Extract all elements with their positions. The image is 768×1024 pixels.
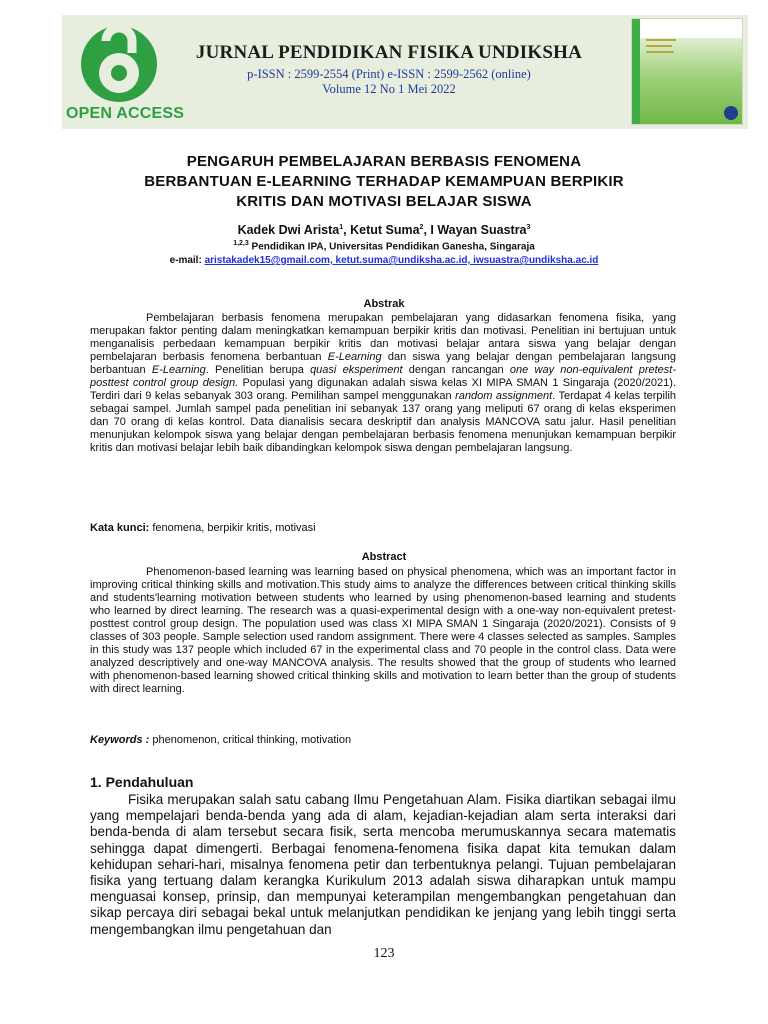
author-list: Kadek Dwi Arista$^1$, Ketut Suma$^2$, I Wayan Suastra$^3$ bbox=[237, 223, 531, 237]
abstract-text: Phenomenon-based learning was learning based on physical phenomena, which was an important factor in improving critical thinking skills and motivation.This study aims to analyze the differences between critical thinking skills and students'learning motivation between students who learned by using phenomenon-based learning and students who learned by direct learning. The research was a quasi-experimental design with a one-way non-equivalent pretest-posttest control group design. The population used was class XI MIPA SMAN 1 Singaraja (2020/2021). Consists of 9 classes of 303 people. Sample selection used random assignment. There were 4 classes selected as samples. Samples in this study was 137 people which included 67 in the experimental class and 70 people in the control class. Data were analyzed descriptively and one-way MANCOVA analysis. The results showed that the group of students who learned with phenomenon-based learning showed critical thinking skills and motivation to learn better than the group of students with direct learning. bbox=[90, 566, 676, 695]
abstrak-heading: Abstrak bbox=[363, 298, 405, 310]
paper-title bbox=[90, 152, 678, 212]
author-name: Kadek Dwi Arista bbox=[237, 223, 340, 237]
kata-kunci-label: Kata kunci: bbox=[90, 522, 150, 534]
cover-seal-icon bbox=[724, 106, 738, 120]
affiliation bbox=[90, 240, 678, 252]
keywords-label: Keywords : bbox=[90, 734, 150, 746]
author-sup: 1 bbox=[339, 223, 344, 231]
cover-spine bbox=[632, 19, 640, 125]
kata-kunci bbox=[90, 522, 676, 534]
keywords-value: phenomenon, critical thinking, motivation bbox=[149, 734, 352, 746]
author-name: Ketut Suma bbox=[350, 223, 420, 237]
email-line bbox=[90, 255, 678, 266]
author-sup: 3 bbox=[526, 223, 531, 231]
introduction-heading: 1. Pendahuluan bbox=[90, 774, 194, 790]
introduction-text: Fisika merupakan salah satu cabang Ilmu Pengetahuan Alam. Fisika diartikan sebagai ilmu yang mempelajari benda-benda yang ada di alam, kejadian-kejadian alam serta interaksi dari benda-benda di alam tersebut secara fisik, serta mencoba merumuskannya secara matematis sehingga dapat dimengerti. Berbagai fenomena-fenomena fisika dapat kita temukan dalam kehidupan sehari-hari, misalnya fenomena petir dan terbentuknya pelangi. Tujuan pembelajaran fisika yang tertuang dalam kerangka Kurikulum 2013 adalah siswa diharapkan untuk mampu menguasai konsep, prinsip, dan mempunyai keterampilan mengembangkan pengetahuan dan sikap percaya diri sebagai bekal untuk melanjutkan pendidikan ke jenjang yang lebih tinggi serta mengembangkan ilmu pengetahuan dan bbox=[90, 792, 676, 937]
open-access-lock-icon bbox=[74, 19, 164, 103]
affiliation-text: Pendidikan IPA, Universitas Pendidikan Ganesha, Singaraja bbox=[248, 241, 535, 253]
abstrak-text: Pembelajaran berbasis fenomena merupakan pembelajaran yang didasarkan fenomena fisika, yang merupakan faktor penting dalam meningkatkan kemampuan berpikir kritis dan motivasi. Penelitian ini bertujuan untuk menganalisis perbedaan kemampuan berpikir kritis dan motivasi belajar antara siswa yang belajar dengan pembelajaran berbasis fenomena berbantuan E-Learning dan siswa yang belajar dengan pembelajaran langsung berbantuan E-Learning. Penelitian berupa quasi eksperiment dengan rancangan one way non-equivalent pretest-posttest control group design. Populasi yang digunakan adalah siswa kelas XI MIPA SMAN 1 Singaraja (2020/2021). Terdiri dari 9 kelas sebanyak 303 orang. Pemilihan sampel menggunakan random assignment. Terdapat 4 kelas terpilih sebagai sampel. Jumlah sampel pada penelitian ini sebanyak 137 orang yang meliputi 67 orang di kelas eksperimen dan 70 orang di kelas kontrol. Data dianalisis secara deskriptif dan analysis MANCOVA satu jalur. Hasil penelitian menunjukan kelompok siswa yang belajar dengan pembelajaran berbasis fenomena menunjukan kemampuan berpikir kritis dan motivasi belajar lebih baik dibandingkan kelompok siswa dengan pembelajaran langsung. bbox=[90, 312, 677, 454]
keywords bbox=[90, 734, 676, 746]
kata-kunci-value: fenomena, berpikir kritis, motivasi bbox=[149, 522, 316, 534]
email-label: e-mail: bbox=[169, 255, 205, 266]
affiliation-sup: 1,2,3 bbox=[233, 240, 249, 247]
author-sup: 2 bbox=[419, 223, 424, 231]
open-access-label: OPEN ACCESS bbox=[66, 105, 185, 122]
journal-volume: Volume 12 No 1 Mei 2022 bbox=[322, 82, 456, 96]
abstract-heading: Abstract bbox=[361, 551, 407, 563]
journal-header-banner bbox=[62, 15, 748, 129]
cover-decoration bbox=[646, 51, 674, 53]
paper-title-line: PENGARUH PEMBELAJARAN BERBASIS FENOMENA bbox=[186, 153, 582, 170]
paper-title-line: KRITIS DAN MOTIVASI BELAJAR SISWA bbox=[236, 193, 532, 210]
email-links[interactable]: aristakadek15@gmail.com, ketut.suma@undiksha.ac.id, iwsuastra@undiksha.ac.id bbox=[204, 255, 599, 266]
page-number: 123 bbox=[373, 946, 395, 961]
author-name: I Wayan Suastra bbox=[430, 223, 527, 237]
paper-title-line: BERBANTUAN E-LEARNING TERHADAP KEMAMPUAN BERPIKIR bbox=[144, 173, 624, 190]
journal-issn: p-ISSN : 2599-2554 (Print) e-ISSN : 2599-2562 (online) bbox=[247, 67, 531, 81]
cover-decoration bbox=[646, 45, 672, 47]
cover-decoration bbox=[646, 39, 676, 41]
journal-cover-icon bbox=[631, 18, 743, 125]
journal-title: JURNAL PENDIDIKAN FISIKA UNDIKSHA bbox=[195, 42, 583, 63]
